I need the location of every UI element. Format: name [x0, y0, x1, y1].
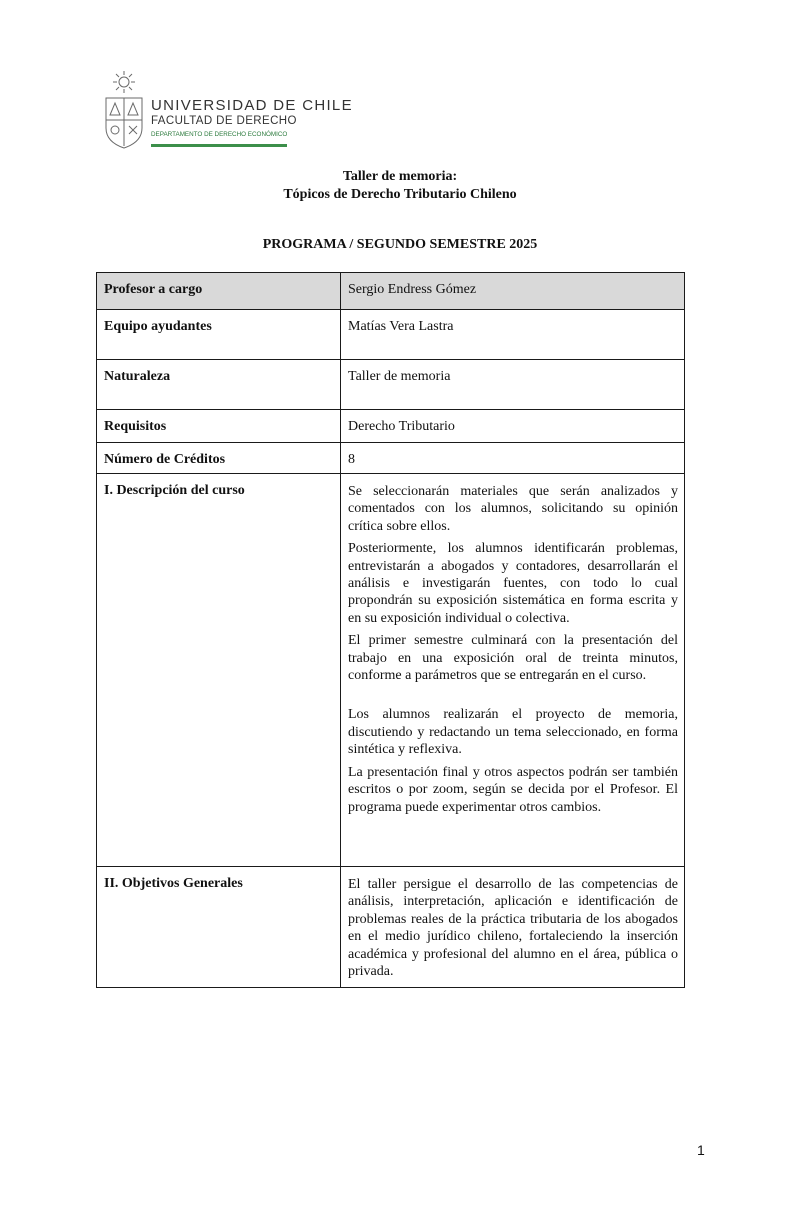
course-info-table [96, 272, 685, 988]
row-label: I. Descripción del curso [97, 474, 341, 867]
row-label: Número de Créditos [97, 443, 341, 474]
description-paragraph: Se seleccionarán materiales que serán analizados y comentados con los alumnos, solicitando su opinión crítica sobre ellos. [348, 484, 678, 534]
row-label: Naturaleza [97, 360, 341, 410]
table-row [97, 360, 685, 410]
objectives-paragraph: El taller persigue el desarrollo de las competencias de análisis, interpretación, aplicación e identificación de problemas reales de la práctica tributaria de los abogados en el medio jurídico chileno, fortaleciendo la inserción académica y profesional del alumno en el área, pública o privada. [348, 877, 678, 980]
row-value [341, 867, 685, 988]
row-label: Profesor a cargo [97, 273, 341, 310]
page-number: 1 [697, 1142, 705, 1158]
row-value: Matías Vera Lastra [341, 310, 685, 360]
table-row [97, 310, 685, 360]
table-row [97, 443, 685, 474]
table-row [97, 867, 685, 988]
row-label: Equipo ayudantes [97, 310, 341, 360]
workshop-subtitle: Tópicos de Derecho Tributario Chileno [283, 187, 517, 202]
university-crest-icon [103, 70, 145, 150]
row-label: II. Objetivos Generales [97, 867, 341, 988]
row-value: 8 [341, 443, 685, 474]
workshop-title: Taller de memoria: [342, 169, 458, 184]
table-row [97, 273, 685, 310]
university-name: UNIVERSIDAD DE CHILE [151, 97, 353, 114]
description-paragraph: Posteriormente, los alumnos identificarán problemas, entrevistarán a abogados y contadores, desarrollarán el análisis e investigarán fuentes, con todo lo cual propondrán su exposición sistemática en forma escrita y en su exposición individual o colectiva. [348, 541, 678, 626]
department-name: DEPARTAMENTO DE DERECHO ECONÓMICO [151, 131, 288, 138]
row-value: Taller de memoria [341, 360, 685, 410]
university-header [103, 70, 353, 150]
header-rule [151, 144, 287, 147]
row-value: Sergio Endress Gómez [341, 273, 685, 310]
program-heading: PROGRAMA / SEGUNDO SEMESTRE 2025 [262, 237, 538, 252]
row-value: Derecho Tributario [341, 410, 685, 443]
row-value [341, 474, 685, 867]
table-row [97, 410, 685, 443]
row-label: Requisitos [97, 410, 341, 443]
description-paragraph: Los alumnos realizarán el proyecto de memoria, discutiendo y redactando un tema seleccionado, en forma sintética y reflexiva. [348, 707, 678, 758]
description-paragraph: La presentación final y otros aspectos podrán ser también escritos o por zoom, según se decida por el Profesor. El programa puede experimentar otros cambios. [348, 764, 678, 815]
faculty-name: FACULTAD DE DERECHO [151, 115, 297, 127]
table-row [97, 474, 685, 867]
description-paragraph: El primer semestre culminará con la presentación del trabajo en una exposición oral de treinta minutos, conforme a parámetros que se entregarán en el curso. [348, 633, 678, 684]
